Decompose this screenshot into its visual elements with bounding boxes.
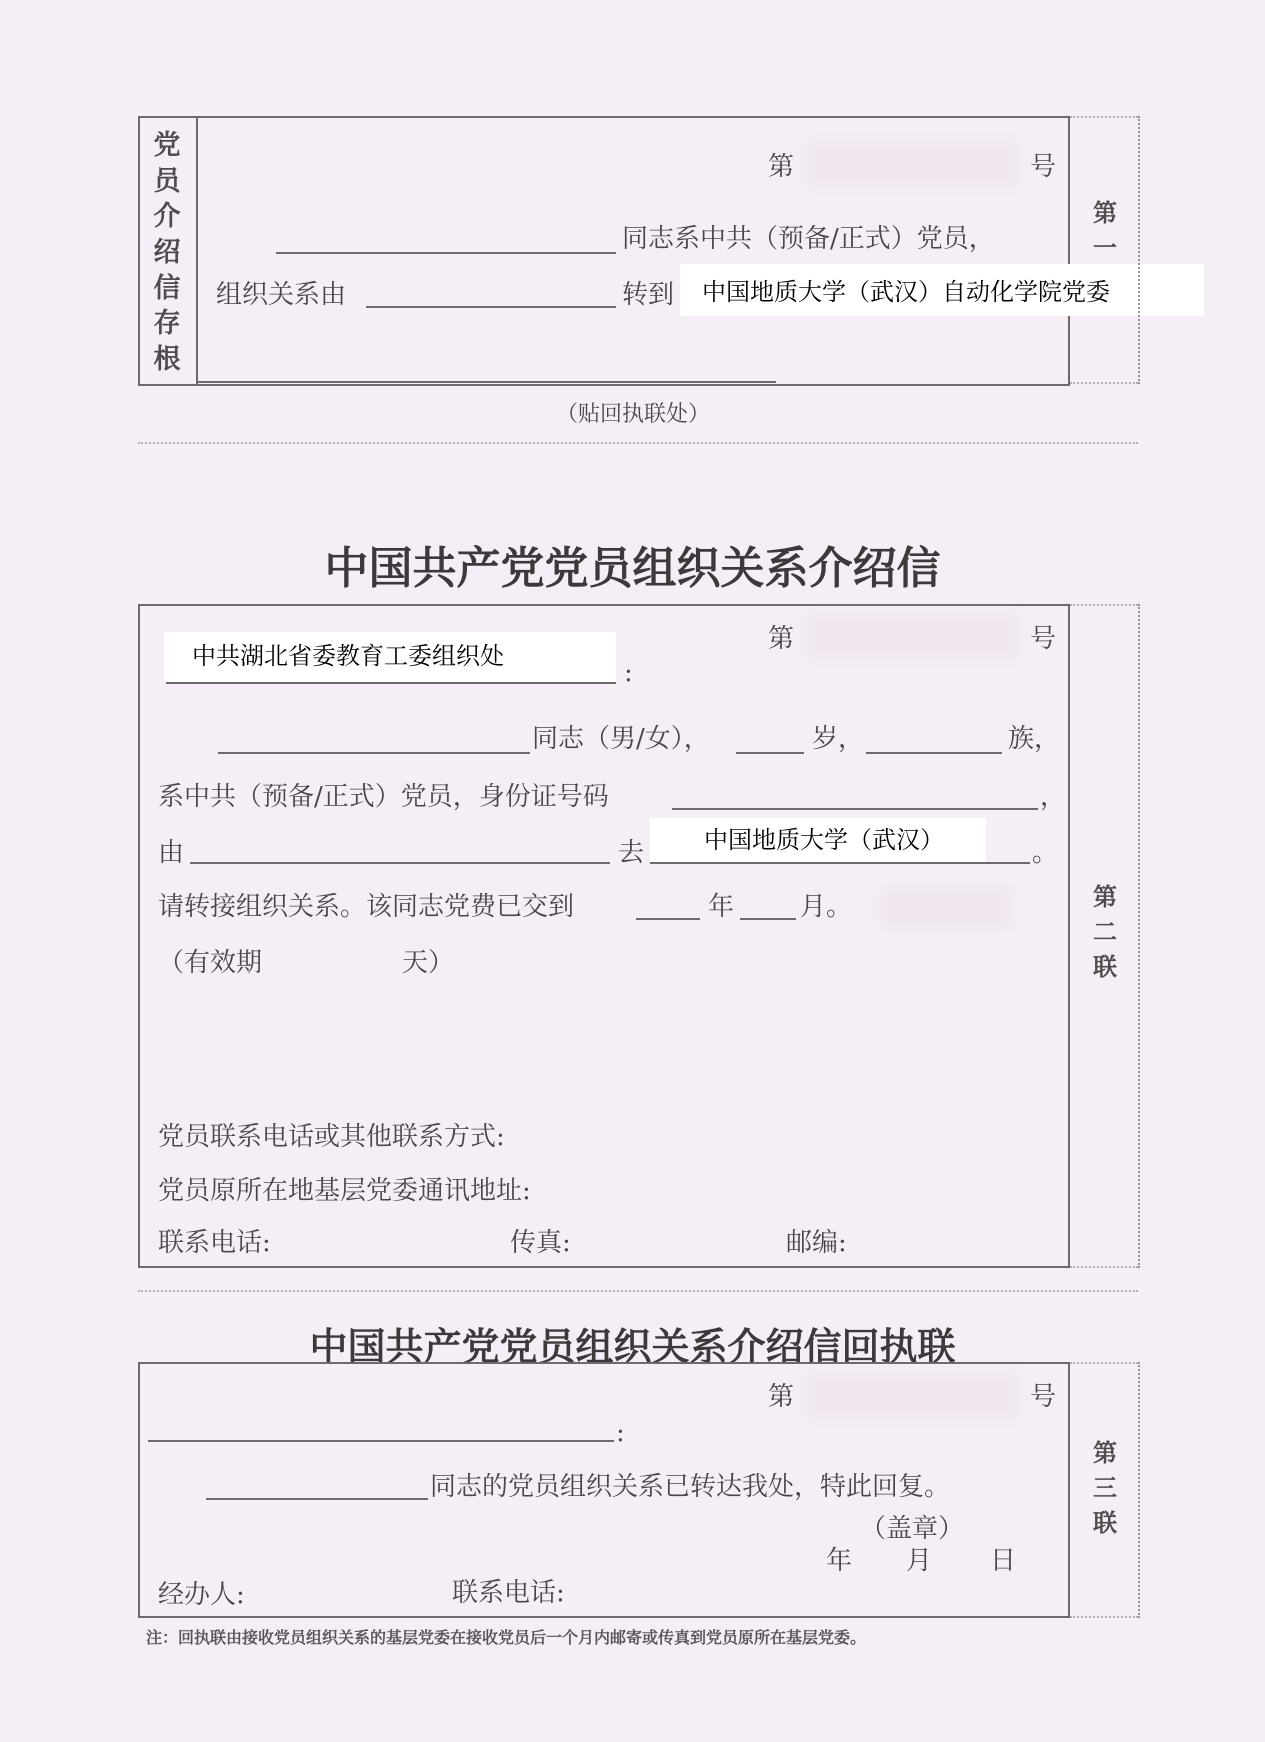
stub-from-blank [366, 306, 616, 308]
receipt-date-month: 月 [906, 1546, 933, 1576]
main-row2-text: 系中共（预备/正式）党员，身份证号码 [158, 782, 609, 812]
main-row3-end: 。 [1032, 838, 1059, 868]
stub-number-prefix: 第 [768, 152, 795, 182]
stub-from-label: 组织关系由 [216, 280, 347, 310]
stub-line1-text: 同志系中共（预备/正式）党员， [622, 224, 995, 254]
main-from-blank [190, 862, 610, 864]
receipt-addressee-blank [148, 1440, 614, 1442]
receipt-number-suffix: 号 [1030, 1382, 1057, 1412]
receipt-phone-label: 联系电话: [452, 1578, 565, 1608]
main-to-filled: 中国地质大学（武汉） [650, 818, 986, 862]
receipt-perforation-top [1070, 1362, 1138, 1364]
main-month-blank [740, 918, 796, 920]
main-address-line: 党员原所在地基层党委通讯地址: [158, 1176, 531, 1206]
main-title: 中国共产党党员组织关系介绍信 [324, 543, 941, 594]
main-number-prefix: 第 [768, 624, 795, 654]
main-age-blank [736, 752, 804, 754]
receipt-date-day: 日 [990, 1546, 1017, 1576]
main-number-suffix: 号 [1030, 624, 1057, 654]
main-to-blank [650, 862, 1030, 864]
receipt-title: 中国共产党党员组织关系介绍信回执联 [309, 1324, 956, 1369]
main-ethnic-text: 族， [1008, 724, 1061, 754]
main-addressee-filled: 中共湖北省委教育工委组织处 [164, 632, 616, 682]
receipt-addressee-colon: : [616, 1418, 625, 1448]
receipt-seal: （盖章） [860, 1514, 965, 1544]
receipt-name-blank [206, 1498, 428, 1500]
stub-perforation-bottom [1070, 382, 1138, 384]
receipt-handler-label: 经办人: [158, 1580, 245, 1610]
stub-to-label: 转到 [622, 280, 675, 310]
cut-line-1 [138, 442, 1138, 444]
main-addressee-colon: : [624, 658, 633, 688]
stub-paste-note: （贴回执联处） [556, 402, 711, 427]
main-year-label: 年 [708, 892, 735, 922]
stub-name-blank [276, 252, 616, 254]
main-zip-label: 邮编: [786, 1228, 847, 1258]
receipt-body: 同志的党员组织关系已转达我处，特此回复。 [430, 1472, 951, 1502]
main-perforation [1138, 604, 1140, 1268]
main-validity-close: 天） [402, 948, 455, 978]
main-id-blank [672, 808, 1038, 810]
main-box [138, 604, 1070, 1268]
main-year-blank [636, 918, 700, 920]
main-perforation-bottom [1070, 1266, 1138, 1268]
main-side-label: 第二联 [1093, 882, 1117, 981]
receipt-date-year: 年 [826, 1546, 853, 1576]
receipt-perforation [1138, 1362, 1140, 1618]
main-to-label: 去 [618, 838, 645, 868]
stub-number-redaction [808, 140, 1018, 188]
stub-perforation-top [1070, 116, 1138, 118]
main-phone-label: 联系电话: [158, 1228, 271, 1258]
stub-to-filled: 中国地质大学（武汉）自动化学院党委 [680, 264, 1204, 316]
stub-number-suffix: 号 [1030, 152, 1057, 182]
receipt-number-prefix: 第 [768, 1382, 795, 1412]
stub-side-label: 第一 [1093, 198, 1117, 262]
main-row4-text: 请转接组织关系。该同志党费已交到 [158, 892, 575, 922]
main-name-blank [218, 752, 530, 754]
main-validity-open: （有效期 [158, 948, 263, 978]
main-from-label: 由 [158, 838, 185, 868]
main-contact-line: 党员联系电话或其他联系方式: [158, 1122, 505, 1152]
footnote: 注：回执联由接收党员组织关系的基层党委在接收党员后一个月内邮寄或传真到党员原所在基层党委。 [146, 1628, 867, 1647]
main-addressee-blank [166, 682, 616, 684]
main-number-redaction [808, 612, 1018, 660]
main-month-label: 月。 [800, 892, 853, 922]
main-gender-text: 同志（男/女）， [532, 724, 710, 754]
receipt-side-label: 第三联 [1093, 1438, 1117, 1537]
main-fax-label: 传真: [510, 1228, 571, 1258]
main-row2-end: ， [1040, 782, 1067, 812]
receipt-number-redaction [808, 1372, 1018, 1420]
stub-bottom-line [196, 381, 776, 383]
main-perforation-top [1070, 604, 1138, 606]
receipt-perforation-bottom [1070, 1616, 1138, 1618]
main-age-text: 岁， [812, 724, 865, 754]
cut-line-2 [138, 1290, 1138, 1292]
stub-vertical-label: 党员介绍信存根 [153, 130, 181, 375]
stub-label-divider [196, 116, 198, 386]
main-ethnic-blank [866, 752, 1002, 754]
main-smudge [880, 888, 1010, 928]
stub-perforation [1138, 116, 1140, 384]
